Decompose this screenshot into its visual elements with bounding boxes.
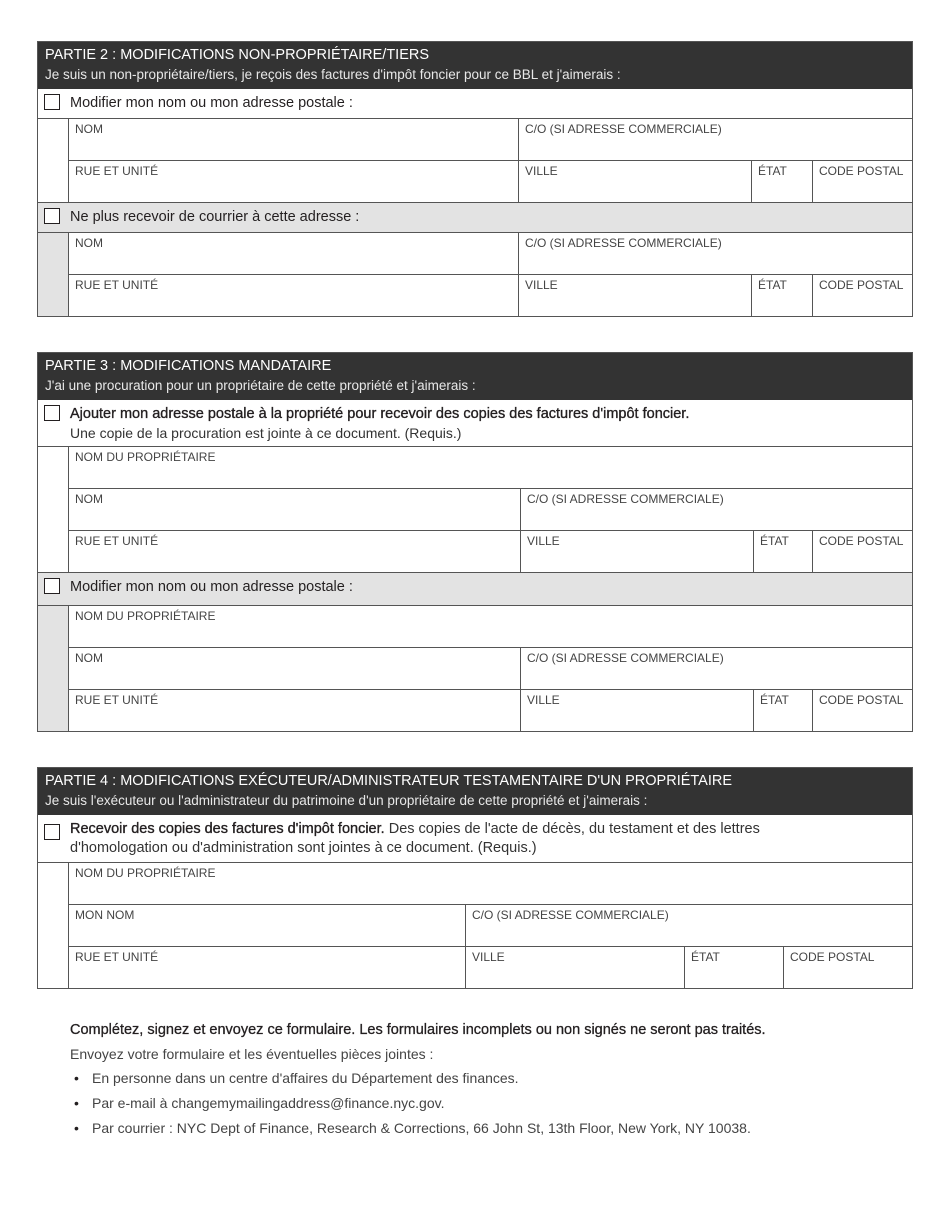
- owner-name-field[interactable]: NOM DU PROPRIÉTAIRE: [75, 450, 216, 464]
- part3-option2-fields: [68, 606, 912, 731]
- part4-title: PARTIE 4 : MODIFICATIONS EXÉCUTEUR/ADMINISTRATEUR TESTAMENTAIRE D'UN PROPRIÉTAIRE: [45, 773, 733, 789]
- part2-option1-checkbox[interactable]: [44, 94, 60, 110]
- part3-option1-band: [38, 400, 912, 572]
- part2-subtitle: Je suis un non-propriétaire/tiers, je reçois des factures d'impôt foncier pour ce BBL et j'aimerais :: [45, 67, 621, 82]
- submission-method-in-person: • En personne dans un centre d'affaires du Département des finances.: [74, 1066, 890, 1091]
- part2-option1: [38, 89, 912, 119]
- submission-methods-list: [70, 1066, 890, 1141]
- state-field[interactable]: ÉTAT: [752, 275, 813, 316]
- care-of-field[interactable]: C/O (SI ADRESSE COMMERCIALE): [472, 908, 669, 922]
- part2-option1-fields: [68, 119, 912, 202]
- city-field[interactable]: VILLE: [521, 531, 754, 572]
- street-field[interactable]: RUE ET UNITÉ: [69, 275, 519, 316]
- zip-field[interactable]: CODE POSTAL: [819, 164, 904, 178]
- name-field[interactable]: NOM: [69, 489, 521, 530]
- part4-header: [38, 768, 912, 815]
- my-name-field[interactable]: MON NOM: [69, 905, 466, 946]
- street-field[interactable]: RUE ET UNITÉ: [69, 947, 466, 988]
- part3-option2-label: Modifier mon nom ou mon adresse postale :: [70, 579, 353, 595]
- part2-section: [37, 41, 913, 317]
- submission-instructions: [70, 1018, 890, 1141]
- care-of-field[interactable]: C/O (SI ADRESSE COMMERCIALE): [527, 651, 724, 665]
- part4-option1-label: Recevoir des copies des factures d'impôt foncier. Des copies de l'acte de décès, du testament et des lettres d'homologation ou d'administration sont jointes à ce document. (Requis.): [70, 821, 760, 856]
- part2-header: [38, 42, 912, 89]
- zip-field[interactable]: CODE POSTAL: [819, 278, 904, 292]
- city-field[interactable]: VILLE: [521, 690, 754, 731]
- city-field[interactable]: VILLE: [519, 275, 752, 316]
- submission-method-mail: • Par courrier : NYC Dept of Finance, Research & Corrections, 66 John St, 13th Floor, New York, NY 10038.: [74, 1116, 890, 1141]
- part3-title: PARTIE 3 : MODIFICATIONS MANDATAIRE: [45, 358, 332, 374]
- part4-option1-fields: [68, 863, 912, 988]
- part2-option2: [38, 203, 912, 233]
- part3-option2: [38, 573, 912, 606]
- state-field[interactable]: ÉTAT: [685, 947, 784, 988]
- owner-name-field[interactable]: NOM DU PROPRIÉTAIRE: [75, 866, 216, 880]
- zip-field[interactable]: CODE POSTAL: [819, 693, 904, 707]
- name-field[interactable]: NOM: [69, 119, 519, 160]
- city-field[interactable]: VILLE: [466, 947, 685, 988]
- submission-method-email: • Par e-mail à changemymailingaddress@finance.nyc.gov.: [74, 1091, 890, 1116]
- name-field[interactable]: NOM: [69, 233, 519, 274]
- part4-subtitle: Je suis l'exécuteur ou l'administrateur du patrimoine d'un propriétaire de cette propriété et j'aimerais :: [45, 793, 648, 808]
- part3-option2-band: [38, 572, 912, 731]
- part2-option2-fields: [68, 233, 912, 316]
- zip-field[interactable]: CODE POSTAL: [790, 950, 875, 964]
- part3-subtitle: J'ai une procuration pour un propriétaire de cette propriété et j'aimerais :: [45, 378, 476, 393]
- owner-name-field[interactable]: NOM DU PROPRIÉTAIRE: [75, 609, 216, 623]
- part4-option1-band: [38, 815, 912, 988]
- part3-option1-note: Une copie de la procuration est jointe à ce document. (Requis.): [70, 425, 462, 441]
- care-of-field[interactable]: C/O (SI ADRESSE COMMERCIALE): [527, 492, 724, 506]
- part2-title: PARTIE 2 : MODIFICATIONS NON-PROPRIÉTAIRE/TIERS: [45, 47, 430, 63]
- street-field[interactable]: RUE ET UNITÉ: [69, 690, 521, 731]
- part2-option2-band: [38, 202, 912, 316]
- part3-section: [37, 352, 913, 732]
- state-field[interactable]: ÉTAT: [752, 161, 813, 202]
- zip-field[interactable]: CODE POSTAL: [819, 534, 904, 548]
- part4-section: [37, 767, 913, 989]
- part2-option1-label: Modifier mon nom ou mon adresse postale :: [70, 95, 353, 111]
- part3-option1-checkbox[interactable]: [44, 405, 60, 421]
- part3-option2-checkbox[interactable]: [44, 578, 60, 594]
- part3-header: [38, 353, 912, 400]
- part3-option1: [38, 400, 912, 447]
- part2-option1-band: [38, 89, 912, 202]
- instructions-intro: Envoyez votre formulaire et les éventuelles pièces jointes :: [70, 1046, 434, 1062]
- part4-option1: [38, 815, 912, 863]
- street-field[interactable]: RUE ET UNITÉ: [69, 531, 521, 572]
- state-field[interactable]: ÉTAT: [754, 531, 813, 572]
- care-of-field[interactable]: C/O (SI ADRESSE COMMERCIALE): [525, 236, 722, 250]
- instructions-warning: Complétez, signez et envoyez ce formulaire. Les formulaires incomplets ou non signés ne seront pas traités.: [70, 1022, 766, 1038]
- city-field[interactable]: VILLE: [519, 161, 752, 202]
- part2-option2-label: Ne plus recevoir de courrier à cette adresse :: [70, 209, 360, 225]
- state-field[interactable]: ÉTAT: [754, 690, 813, 731]
- part4-option1-checkbox[interactable]: [44, 824, 60, 840]
- street-field[interactable]: RUE ET UNITÉ: [69, 161, 519, 202]
- name-field[interactable]: NOM: [69, 648, 521, 689]
- part3-option1-fields: [68, 447, 912, 572]
- care-of-field[interactable]: C/O (SI ADRESSE COMMERCIALE): [525, 122, 722, 136]
- part3-option1-label: Ajouter mon adresse postale à la propriété pour recevoir des copies des factures d'impôt foncier.: [70, 406, 690, 422]
- part2-option2-checkbox[interactable]: [44, 208, 60, 224]
